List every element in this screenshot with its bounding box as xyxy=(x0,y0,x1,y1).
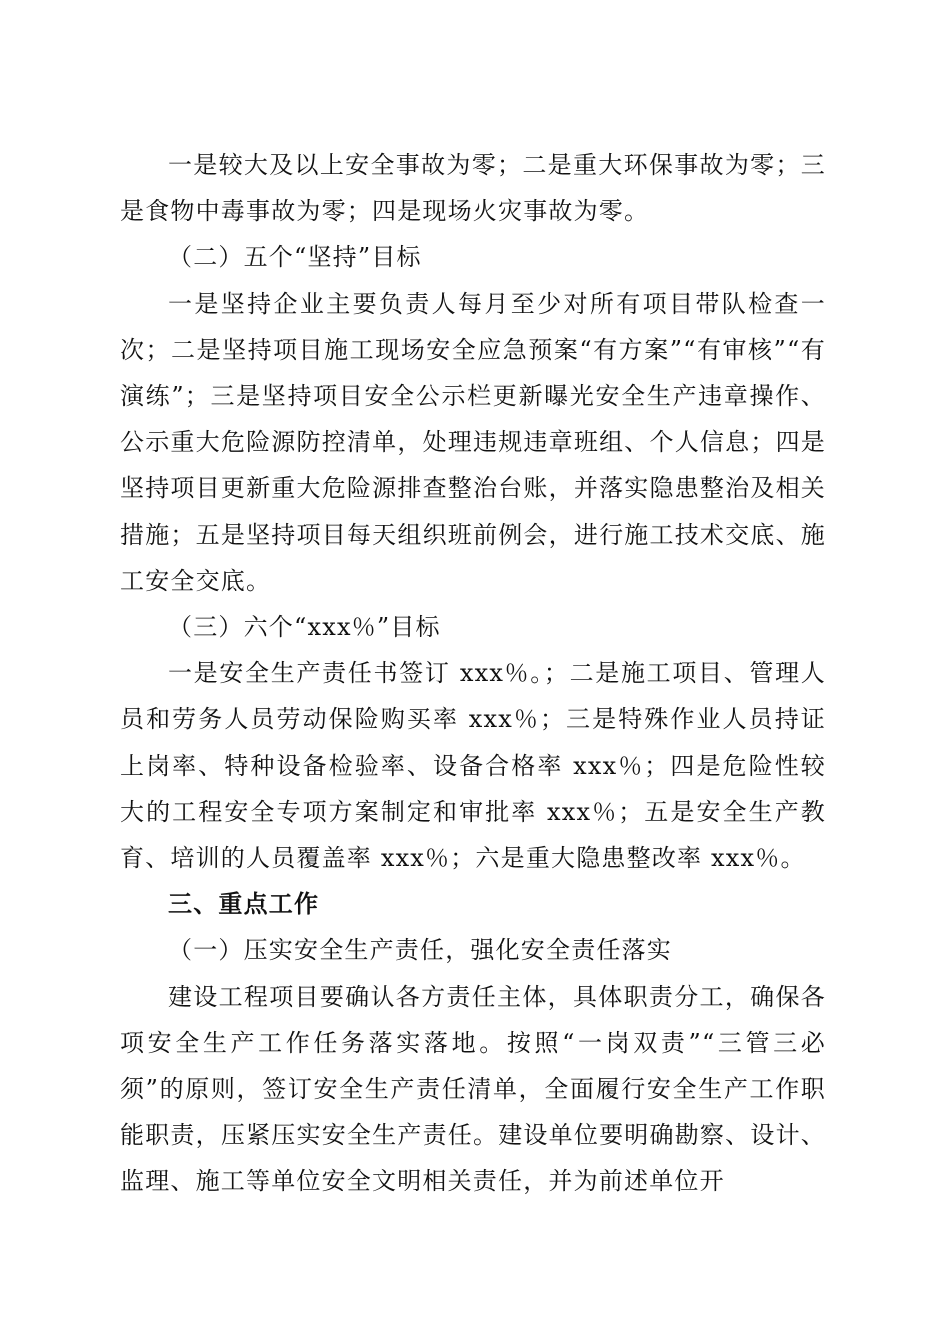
document-body xyxy=(120,142,826,1205)
subheading-six-percent-goals: （三）六个“xxx％”目标 xyxy=(168,613,441,642)
paragraph-six-percent-details: 一是安全生产责任书签订 xxx％。；二是施工项目、管理人员和劳务人员劳动保险购买率 xxx％；三是特殊作业人员持证上岗率、特种设备检验率、设备合格率 xxx％；四是危险性较大的工程安全专项方案制定和审批率 xxx％；五是安全生产教育、培训的人员覆盖率 xxx％；六是重大隐患整改率 xxx％。 xyxy=(120,659,826,873)
subheading-five-persist-goals: （二）五个“坚持”目标 xyxy=(168,243,422,272)
section-heading-key-work: 三、重点工作 xyxy=(168,890,320,919)
paragraph-five-persist-details: 一是坚持企业主要负责人每月至少对所有项目带队检查一次；二是坚持项目施工现场安全应急预案“有方案”“有审核”“有演练”；三是坚持项目安全公示栏更新曝光安全生产违章操作、公示重大危险源防控清单，处理违规违章班组、个人信息；四是坚持项目更新重大危险源排查整治台账，并落实隐患整治及相关措施；五是坚持项目每天组织班前例会，进行施工技术交底、施工安全交底。 xyxy=(120,289,826,595)
paragraph-safety-responsibility-details: 建设工程项目要确认各方责任主体，具体职责分工，确保各项安全生产工作任务落实落地。按照“一岗双责”“三管三必须”的原则，签订安全生产责任清单，全面履行安全生产工作职能职责，压紧压实安全生产责任。建设单位要明确勘察、设计、监理、施工等单位安全文明相关责任，并为前述单位开 xyxy=(120,982,826,1196)
paragraph-zero-accident-targets: 一是较大及以上安全事故为零；二是重大环保事故为零；三是食物中毒事故为零；四是现场火灾事故为零。 xyxy=(120,151,826,226)
subheading-safety-responsibility: （一）压实安全生产责任，强化安全责任落实 xyxy=(168,936,672,965)
